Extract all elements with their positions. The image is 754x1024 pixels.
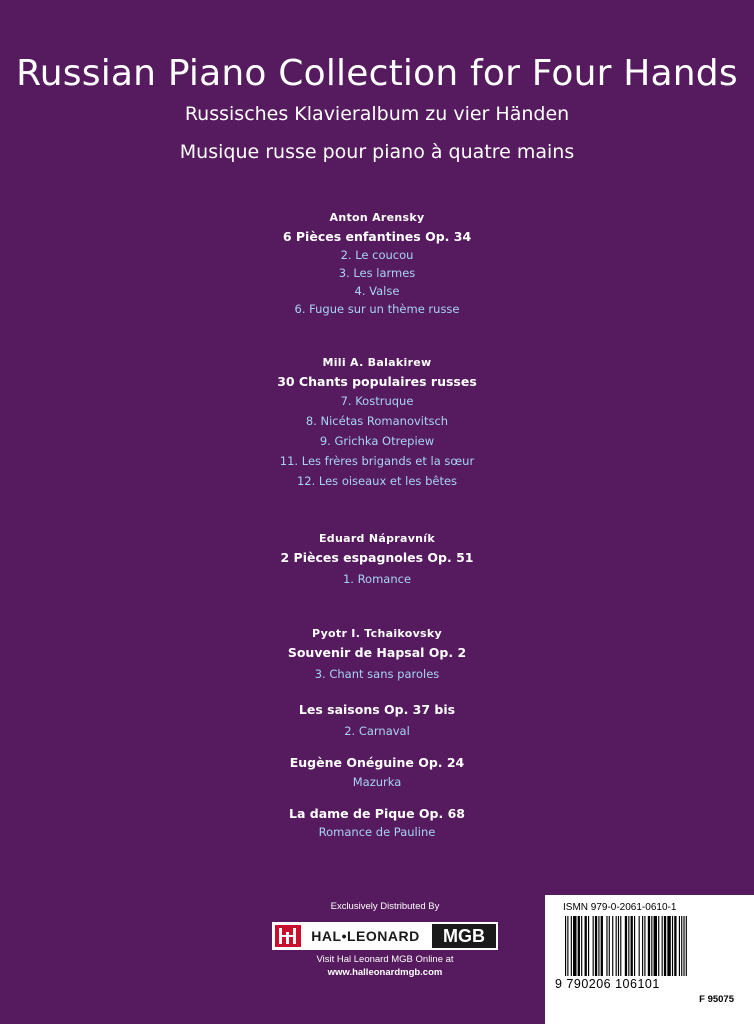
barcode-box <box>545 895 754 1024</box>
piece-item: 4. Valse <box>354 284 400 298</box>
composer-name: Anton Arensky <box>329 211 425 224</box>
website-text: www.halleonardmgb.com <box>327 967 443 978</box>
section-balakirew <box>0 355 754 491</box>
work-title: Eugène Onéguine Op. 24 <box>289 755 465 770</box>
website-link[interactable] <box>272 966 498 979</box>
visit-line: Visit Hal Leonard MGB Online at <box>316 954 454 965</box>
piece-item: 11. Les frères brigands et la sœur <box>279 454 475 468</box>
piece-item: Romance de Pauline <box>318 825 436 839</box>
piece-item: Mazurka <box>352 775 402 789</box>
piece-item: 2. Carnaval <box>344 724 410 738</box>
piece-item: 2. Le coucou <box>340 248 414 262</box>
distribution-label: Exclusively Distributed By <box>330 901 440 912</box>
barcode-icon <box>563 916 741 976</box>
piece-item: 6. Fugue sur un thème russe <box>294 302 460 316</box>
logo-hal-leonard-text: HAL•LEONARD <box>311 928 420 944</box>
piece-item: 1. Romance <box>342 572 412 586</box>
page-title: Russian Piano Collection for Four Hands <box>16 53 738 94</box>
work-title: 2 Pièces espagnoles Op. 51 <box>280 550 474 565</box>
work-title: 6 Pièces enfantines Op. 34 <box>282 229 472 244</box>
work-title: Souvenir de Hapsal Op. 2 <box>287 645 467 660</box>
composer-name: Eduard Nápravník <box>318 532 435 545</box>
logo-mgb-text: MGB <box>432 924 496 948</box>
piece-item: 7. Kostruque <box>340 394 414 408</box>
work-title: Les saisons Op. 37 bis <box>298 702 456 717</box>
catalog-code: F 95075 <box>699 994 734 1005</box>
subtitle-german: Russisches Klavieralbum zu vier Händen <box>184 103 570 125</box>
piece-item: 12. Les oiseaux et les bêtes <box>296 474 458 488</box>
title-block <box>0 52 754 164</box>
visit-info <box>272 953 498 979</box>
piece-item: 8. Nicétas Romanovitsch <box>305 414 449 428</box>
piece-item: 3. Chant sans paroles <box>314 667 440 681</box>
hal-leonard-mgb-logo <box>272 922 498 950</box>
work-title: La dame de Pique Op. 68 <box>289 806 465 821</box>
subtitle-french: Musique russe pour piano à quatre mains <box>179 141 575 163</box>
section-tchaikovsky <box>0 626 754 841</box>
section-napravnik <box>0 531 754 588</box>
hal-leonard-mark-icon <box>275 925 301 947</box>
composer-name: Pyotr I. Tchaikovsky <box>312 627 442 640</box>
ismn-label: ISMN 979-0-2061-0610-1 <box>563 902 677 913</box>
piece-item: 9. Grichka Otrepiew <box>319 434 435 448</box>
section-arensky <box>0 210 754 318</box>
work-title: 30 Chants populaires russes <box>277 374 477 389</box>
barcode-digits: 9 790206 106101 <box>555 977 660 991</box>
composer-name: Mili A. Balakirew <box>322 356 432 369</box>
piece-item: 3. Les larmes <box>338 266 416 280</box>
